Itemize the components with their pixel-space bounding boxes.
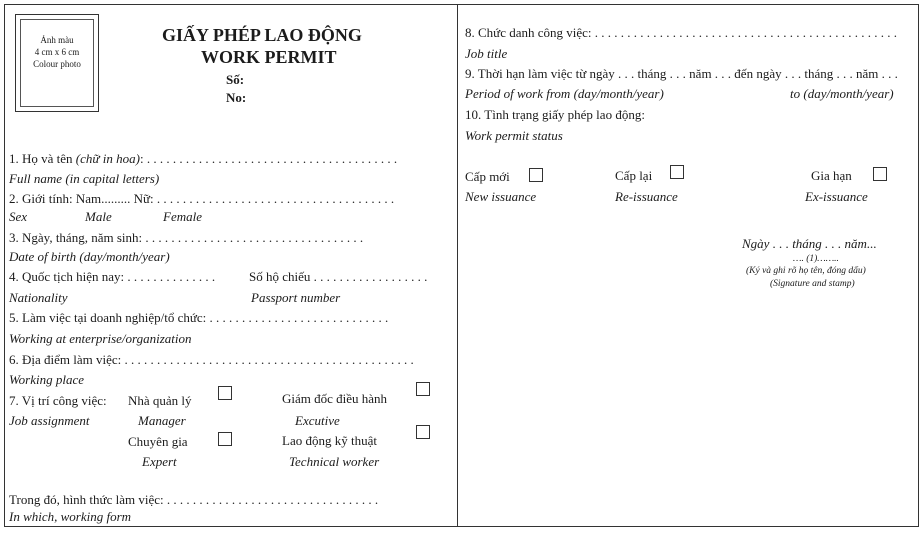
field-job-assignment-label: 7. Vị trí công việc: [9, 393, 107, 408]
re-issuance-checkbox[interactable] [670, 165, 684, 179]
field-dob [9, 230, 363, 246]
field-sex-dots: . . . . . . . . . . . . . . . . . . . . . . . . . . . . . . . . . . . . . [156, 191, 395, 206]
signature-instruction-vi: (Ký và ghi rõ họ tên, đóng dấu) [746, 266, 866, 276]
option-manager-en: Manager [138, 413, 186, 428]
option-executive-label: Giám đốc điều hành [282, 391, 388, 406]
field-dob-en: Date of birth (day/month/year) [9, 249, 170, 264]
field-working-place-dots: . . . . . . . . . . . . . . . . . . . . . . . . . . . . . . . . . . . . . . . . . . . . . [124, 352, 414, 367]
signature-reference: …. (1)…….. [793, 254, 839, 264]
field-period-label: 9. Thời hạn làm việc từ ngày . . . tháng . . . năm . . . đến ngày . . . tháng . . . năm . . . [465, 66, 898, 81]
option-expert-label: Chuyên gia [128, 434, 188, 449]
technical-worker-checkbox[interactable] [416, 425, 430, 439]
title-english: WORK PERMIT [201, 47, 337, 67]
field-status-label: 10. Tình trạng giấy phép lao động: [465, 107, 645, 122]
field-passport-dots: . . . . . . . . . . . . . . . . . . [313, 269, 428, 284]
field-period-from-en: Period of work from (day/month/year) [465, 86, 664, 101]
status-new-en: New issuance [465, 189, 537, 204]
field-job-title-en: Job title [465, 46, 508, 61]
photo-placeholder [15, 14, 99, 112]
option-expert-en: Expert [142, 454, 177, 469]
option-technical-label: Lao động kỹ thuật [282, 433, 377, 448]
photo-label-en: Colour photo [33, 59, 81, 69]
field-working-place [9, 352, 414, 368]
field-status-en: Work permit status [465, 128, 563, 143]
field-working-form-label: Trong đó, hình thức làm việc: [9, 492, 164, 507]
field-working-form-dots: . . . . . . . . . . . . . . . . . . . . . . . . . . . . . . . . . [166, 492, 379, 507]
field-passport-en: Passport number [251, 290, 341, 305]
field-full-name-dots: . . . . . . . . . . . . . . . . . . . . . . . . . . . . . . . . . . . . . . . [146, 151, 398, 166]
status-extension-en: Ex-issuance [805, 189, 868, 204]
field-passport-label: Số hộ chiếu [249, 269, 311, 284]
status-reissue-label: Cấp lại [615, 168, 653, 183]
number-label-en: No: [226, 90, 247, 105]
field-job-title [465, 25, 897, 41]
ex-issuance-checkbox[interactable] [873, 167, 887, 181]
photo-label-size: 4 cm x 6 cm [34, 47, 80, 57]
field-nationality [9, 269, 215, 285]
field-enterprise-dots: . . . . . . . . . . . . . . . . . . . . . . . . . . . . [209, 310, 389, 325]
field-working-place-label: 6. Địa điểm làm việc: [9, 352, 122, 367]
field-sex-label: 2. Giới tính: Nam......... Nữ: [9, 191, 154, 206]
new-issuance-checkbox[interactable] [529, 168, 543, 182]
field-nationality-dots: . . . . . . . . . . . . . . [127, 269, 216, 284]
field-full-name-colon: : [139, 151, 144, 166]
field-job-assignment-en: Job assignment [9, 413, 90, 428]
field-sex-female-en: Female [163, 209, 202, 224]
field-working-place-en: Working place [9, 372, 84, 387]
field-dob-label: 3. Ngày, tháng, năm sinh: [9, 230, 143, 245]
option-manager-label: Nhà quản lý [128, 393, 192, 408]
field-full-name [9, 151, 397, 167]
field-job-title-dots: . . . . . . . . . . . . . . . . . . . . . . . . . . . . . . . . . . . . . . . . . . . . . . . [594, 25, 898, 40]
work-permit-form [4, 4, 919, 527]
field-sex-en: Sex [9, 209, 28, 224]
status-new-label: Cấp mới [465, 169, 510, 184]
photo-label-vi: Ảnh màu [40, 35, 74, 45]
field-working-form-en: In which, working form [9, 509, 132, 524]
option-technical-en: Technical worker [289, 454, 380, 469]
manager-checkbox[interactable] [218, 386, 232, 400]
field-nationality-label: 4. Quốc tịch hiện nay: [9, 269, 125, 284]
field-enterprise-en: Working at enterprise/organization [9, 331, 192, 346]
field-working-form [9, 492, 378, 508]
field-job-title-label: 8. Chức danh công việc: [465, 25, 592, 40]
expert-checkbox[interactable] [218, 432, 232, 446]
field-full-name-en: Full name (in capital letters) [9, 171, 160, 186]
field-sex [9, 191, 394, 207]
signature-instruction-en: (Signature and stamp) [770, 279, 855, 289]
column-divider [457, 5, 458, 526]
field-full-name-label: 1. Họ và tên [9, 151, 73, 166]
option-executive-en: Excutive [295, 413, 340, 428]
field-full-name-note: (chữ in hoa) [75, 151, 140, 166]
number-label-vi: Số: [226, 72, 245, 87]
status-extension-label: Gia hạn [811, 168, 852, 183]
executive-checkbox[interactable] [416, 382, 430, 396]
field-enterprise [9, 310, 388, 326]
field-dob-dots: . . . . . . . . . . . . . . . . . . . . . . . . . . . . . . . . . . [145, 230, 364, 245]
title-vietnamese: GIẤY PHÉP LAO ĐỘNG [162, 25, 362, 45]
photo-inner-frame [20, 19, 94, 107]
signature-date: Ngày . . . tháng . . . năm... [742, 236, 877, 251]
status-reissue-en: Re-issuance [615, 189, 678, 204]
field-period-to-en: to (day/month/year) [790, 86, 894, 101]
field-enterprise-label: 5. Làm việc tại doanh nghiệp/tổ chức: [9, 310, 207, 325]
field-sex-male-en: Male [85, 209, 112, 224]
field-passport [249, 269, 427, 285]
field-nationality-en: Nationality [9, 290, 68, 305]
